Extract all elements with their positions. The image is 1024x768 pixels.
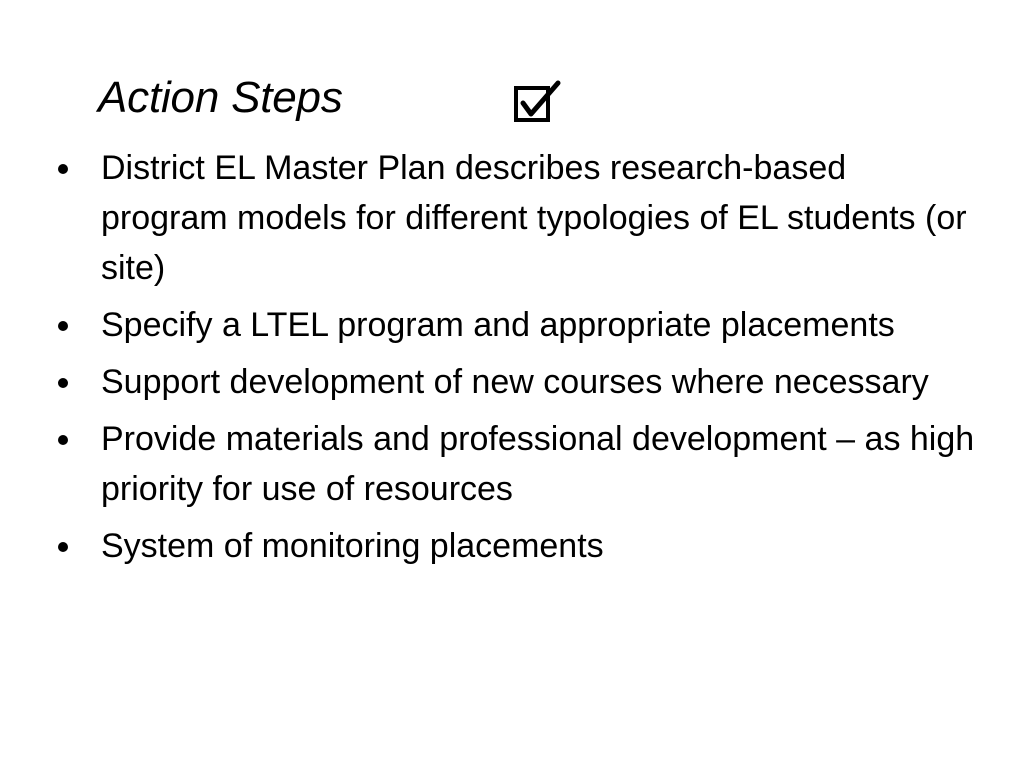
- bullet-item: [0, 521, 981, 571]
- bullet-list: [0, 143, 1024, 578]
- bullet-text: Support development of new courses where necessary: [101, 363, 929, 401]
- slide-title: [98, 66, 343, 130]
- bullet-dot-icon: [58, 435, 68, 445]
- checked-box-icon: [510, 76, 562, 124]
- bullet-dot-icon: [58, 542, 68, 552]
- bullet-text: Provide materials and professional development – as high priority for use of resources: [101, 420, 975, 508]
- bullet-dot-icon: [58, 378, 68, 388]
- bullet-text: System of monitoring placements: [101, 527, 604, 565]
- bullet-text: Specify a LTEL program and appropriate placements: [101, 306, 895, 344]
- bullet-item: [0, 143, 981, 293]
- bullet-item: [0, 300, 981, 350]
- bullet-dot-icon: [58, 164, 68, 174]
- slide-title-text: Action Steps: [98, 73, 343, 122]
- bullet-text: District EL Master Plan describes research-based program models for different typologies of EL students (or site): [101, 149, 967, 287]
- bullet-item: [0, 414, 981, 514]
- bullet-item: [0, 357, 981, 407]
- bullet-dot-icon: [58, 321, 68, 331]
